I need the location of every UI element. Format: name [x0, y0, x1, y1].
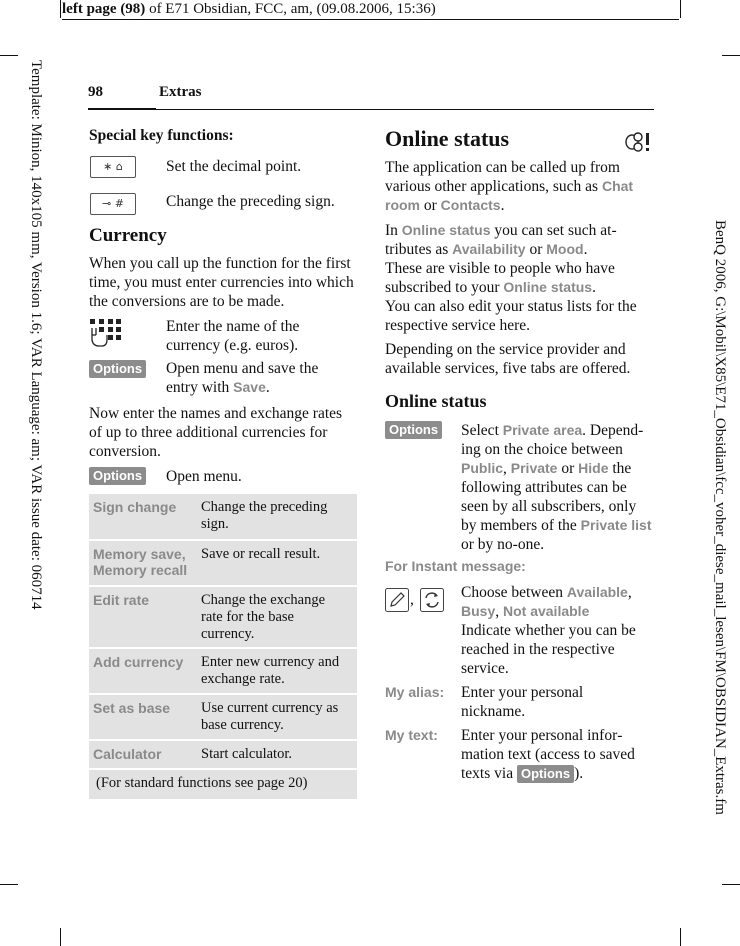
open-menu-save-post: .	[265, 379, 270, 396]
crop-mark	[60, 0, 61, 18]
my-text-post: ).	[574, 765, 584, 782]
open-menu-save-text	[166, 359, 351, 397]
options-softkey-3[interactable]	[385, 421, 442, 439]
not-available-command: Not available	[502, 603, 590, 619]
page-section: Extras	[159, 84, 202, 100]
my-text-description	[461, 726, 653, 783]
sel-or: or	[557, 460, 579, 477]
mood-command: Mood	[546, 241, 584, 257]
hide-command: Hide	[578, 460, 609, 476]
my-text-label: My text:	[385, 727, 438, 743]
options-softkey-2[interactable]	[89, 467, 146, 485]
p2-line3: You can also edit your status lists for the respective service here.	[385, 298, 637, 334]
print-header-rest: of E71 Obsidian, FCC, am, (09.08.2006, 15:36)	[145, 1, 436, 17]
crop-mark	[60, 928, 61, 946]
select-private-area-text	[461, 421, 653, 554]
menu-option-desc: Use current currency as base currency.	[201, 700, 339, 733]
table-row	[89, 695, 357, 739]
choose-comma-1: ,	[627, 584, 632, 601]
table-row	[89, 541, 357, 585]
menu-option-name: Memory save, Memory recall	[93, 546, 188, 578]
star-key-icon: ∗ ⌂	[90, 156, 136, 178]
choose-comma-2: ,	[495, 603, 503, 620]
my-alias-text: Enter your personal nickname.	[461, 684, 584, 720]
private-command: Private	[510, 460, 558, 476]
print-header-page: left page (98)	[62, 1, 146, 17]
menu-option-desc: Save or recall result.	[201, 546, 321, 562]
special-key-heading: Special key functions:	[89, 127, 234, 144]
hash-key-icon: ⊸ #	[90, 193, 136, 215]
p2-mid: you can set such attributes as	[385, 222, 617, 258]
crop-mark	[680, 0, 681, 18]
table-footer: (For standard functions see page 20)	[96, 775, 308, 791]
save-command: Save	[233, 379, 266, 395]
side-right-text: BenQ 2006, G:\Mobil\X85\E71_Obsidian\fcc_voher_diese_mail_lesen\FM\OBSIDIAN_Extras.fm	[712, 220, 728, 815]
my-text-pre: Enter your personal information text (access to saved texts via	[461, 727, 635, 782]
enter-name-text: Enter the name of the currency (e.g. euros).	[166, 318, 300, 354]
crop-mark	[722, 55, 740, 56]
crop-mark	[0, 55, 18, 56]
keypad-input-icon	[89, 318, 123, 348]
menu-option-name: Calculator	[93, 746, 162, 762]
menu-option-desc: Change the exchange rate for the base currency.	[201, 592, 326, 642]
availability-command: Availability	[452, 241, 526, 257]
p2-in: In	[385, 222, 402, 239]
tabs-paragraph: Depending on the service provider and available services, five tabs are offered.	[385, 341, 631, 377]
sel-end: or by no-one.	[461, 536, 545, 553]
header-thick-rule	[88, 108, 156, 110]
currency-heading: Currency	[89, 225, 167, 246]
page-number: 98	[88, 84, 103, 100]
p2-line2: These are visible to people who have subscribed to your	[385, 260, 615, 296]
options-softkey-label: Options	[89, 360, 146, 378]
side-left-text: Template: Minion, 140x105 mm, Version 1.6; VAR Language: am; VAR issue date: 060714	[28, 60, 44, 610]
icon-separator-comma: ,	[410, 591, 414, 608]
p2-or: or	[525, 241, 547, 258]
sel-post: the following attributes can be seen by all subscribers, only by members of the	[461, 460, 637, 534]
online-status-command-2: Online status	[503, 279, 593, 295]
side-left-wrap	[28, 60, 44, 760]
public-command: Public	[461, 460, 504, 476]
header-rule-2	[156, 109, 654, 110]
crop-mark	[680, 928, 681, 946]
intro-pre: The application can be called up from various other applications, such as	[385, 159, 620, 195]
options-softkey-1[interactable]	[89, 360, 146, 378]
table-footer-row	[89, 770, 357, 799]
sel-pre: Select	[461, 422, 503, 439]
exchange-text: Now enter the names and exchange rates of up to three additional currencies for conversion.	[89, 405, 343, 460]
table-row	[89, 494, 357, 539]
menu-option-desc: Enter new currency and exchange rate.	[201, 654, 340, 687]
choose-status-text	[461, 583, 653, 678]
menu-option-name: Sign change	[93, 499, 177, 515]
edit-icon	[385, 588, 409, 612]
online-status-icon	[624, 131, 651, 153]
currency-intro: When you call up the function for the first time, you must enter currencies into which the conversions are to be made.	[89, 255, 354, 310]
private-list-command: Private list	[580, 517, 652, 533]
menu-option-name: Edit rate	[93, 592, 150, 608]
intro-post: .	[500, 197, 505, 214]
p2-dot: .	[583, 241, 588, 258]
options-softkey-inline[interactable]: Options	[517, 765, 574, 783]
intro-paragraph	[385, 158, 653, 215]
table-row	[89, 741, 357, 768]
private-area-command: Private area	[502, 422, 583, 438]
side-right-wrap	[712, 220, 728, 880]
menu-option-name: Set as base	[93, 700, 171, 716]
table-row	[89, 649, 357, 693]
available-command: Available	[566, 584, 628, 600]
sel-comma: ,	[503, 460, 511, 477]
print-header	[62, 0, 436, 19]
my-alias-label: My alias:	[385, 684, 445, 700]
crop-mark	[0, 884, 18, 885]
menu-option-desc: Change the preceding sign.	[201, 499, 328, 532]
sel-mid: . Depending on the choice between	[461, 422, 644, 458]
open-menu-save-pre: Open menu and save the entry with	[166, 360, 319, 396]
options-softkey-label: Options	[385, 421, 442, 439]
busy-command: Busy	[461, 603, 496, 619]
cycle-icon	[420, 588, 444, 612]
for-instant-message-label: For Instant message:	[385, 558, 526, 574]
options-softkey-label: Options	[89, 467, 146, 485]
attributes-paragraph	[385, 221, 653, 335]
chat-room-command: Chat room	[385, 178, 634, 213]
table-row	[89, 587, 357, 647]
online-status-title: Online status	[385, 126, 510, 151]
p2-line2-post: .	[592, 279, 596, 296]
online-status-command: Online status	[401, 222, 491, 238]
intro-or: or	[420, 197, 441, 214]
header-rule	[62, 19, 679, 20]
crop-mark	[722, 884, 740, 885]
key2-text: Change the preceding sign.	[166, 193, 335, 210]
contacts-command: Contacts	[440, 197, 501, 213]
online-status-subheading: Online status	[385, 391, 487, 411]
key1-text: Set the decimal point.	[166, 158, 302, 175]
open-menu-text: Open menu.	[166, 468, 242, 485]
menu-option-desc: Start calculator.	[201, 746, 292, 762]
menu-option-name: Add currency	[93, 654, 184, 670]
choose-pre: Choose between	[461, 584, 567, 601]
indicate-text: Indicate whether you can be reached in the respective service.	[461, 622, 636, 677]
